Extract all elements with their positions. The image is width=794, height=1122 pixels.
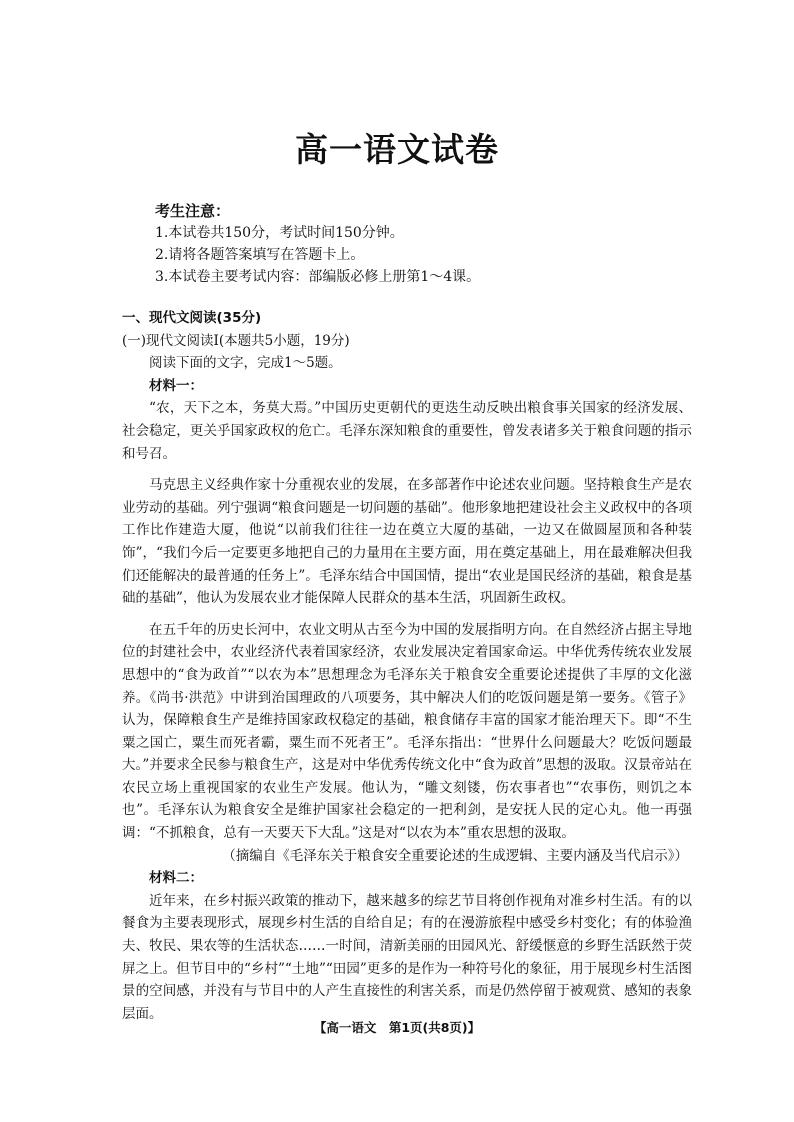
- material-one-label: 材料一：: [149, 377, 203, 394]
- subsection-title: (一)现代文阅读Ⅰ(本题共5小题，19分): [122, 332, 350, 349]
- material-two-paragraph: 近年来，在乡村振兴政策的推动下，越来越多的综艺节目将创作视角对准乡村生活。有的以餐食为主要表现形式，展现乡村生活的自给自足；有的在漫游旅程中感受乡村变化；有的体验渔夫、牧民、果农等的生活状态……一时间，清新美丽的田园风光、舒缓惬意的乡野生活跃然于荧屏之上。但节目中的“乡村”“土地”“田园”更多的是作为一种符号化的象征，用于展现乡村生活图景的空间感，并没有与节目中的人产生直接性的利害关系，而是仍然停留于被观赏、感知的表象层面。: [122, 892, 692, 1022]
- material-one-paragraph: 马克思主义经典作家十分重视农业的发展，在多部著作中论述农业问题。坚持粮食生产是农业劳动的基础。列宁强调“粮食问题是一切问题的基础”。他形象地把建设社会主义政权中的各项工作比作建造大厦，他说“以前我们往往一边在奠立大厦的基础，一边又在做圆屋顶和各种装饰”，“我们今后一定要更多地把自己的力量用在主要方面，用在奠定基础上，用在最难解决但我们还能解决的最普通的任务上”。毛泽东结合中国国情，提出“农业是国民经济的基础，粮食是基础的基础”，他认为发展农业才能保障人民群众的基本生活，巩固新生政权。: [122, 477, 692, 607]
- notice-item: 2.请将各题答案填写在答题卡上。: [155, 247, 365, 263]
- candidate-notice: [155, 200, 480, 288]
- page-footer: 【高一语文 第1页(共8页)】: [313, 1020, 481, 1035]
- page-title: 高一语文试卷: [295, 130, 499, 169]
- notice-item: 3.本试卷主要考试内容：部编版必修上册第1～4课。: [155, 269, 481, 285]
- material-two-label: 材料二：: [149, 870, 203, 887]
- material-one-paragraph: “农，天下之本，务莫大焉。”中国历史更朝代的更迭生动反映出粮食事关国家的经济发展、社会稳定，更关乎国家政权的危亡。毛泽东深知粮食的重要性，曾发表诸多关于粮食问题的指示和号召。: [122, 400, 692, 462]
- section-title: 一、现代文阅读(35分): [122, 310, 262, 326]
- notice-heading: 考生注意：: [155, 202, 231, 220]
- reading-section: [122, 307, 692, 1025]
- material-one-source: （摘编自《毛泽东关于粮食安全重要论述的生成逻辑、主要内涵及当代启示》）: [222, 847, 688, 864]
- instruction-text: 阅读下面的文字，完成1～5题。: [149, 355, 342, 372]
- material-one-paragraph: 在五千年的历史长河中，农业文明从古至今为中国的发展指明方向。在自然经济占据主导地位的封建社会中，农业经济代表着国家经济，农业发展决定着国家命运。中华优秀传统农业发展思想中的“食为政首”“以农为本”思想理念为毛泽东关于粮食安全重要论述提供了丰厚的文化滋养。《尚书·洪范》中讲到治国理政的八项要务，其中解决人们的吃饭问题是第一要务。《管子》认为，保障粮食生产是维持国家政权稳定的基础，粮食储存丰富的国家才能治理天下。即“不生粟之国亡，粟生而死者霸，粟生而不死者王”。毛泽东指出：“世界什么问题最大？吃饭问题最大。”并要求全民参与粮食生产，这是对中华优秀传统文化中“食为政首”思想的汲取。汉景帝站在农民立场上重视国家的农业生产发展。他认为，“雕文刻镂，伤农事者也”“农事伤，则饥之本也”。毛泽东认为粮食安全是维护国家社会稳定的一把利剑，是安抚人民的定心丸。他一再强调：“不抓粮食，总有一天要天下大乱。”这是对“以农为本”重农思想的汲取。: [122, 621, 692, 842]
- notice-item: 1.本试卷共150分，考试时间150分钟。: [155, 225, 404, 241]
